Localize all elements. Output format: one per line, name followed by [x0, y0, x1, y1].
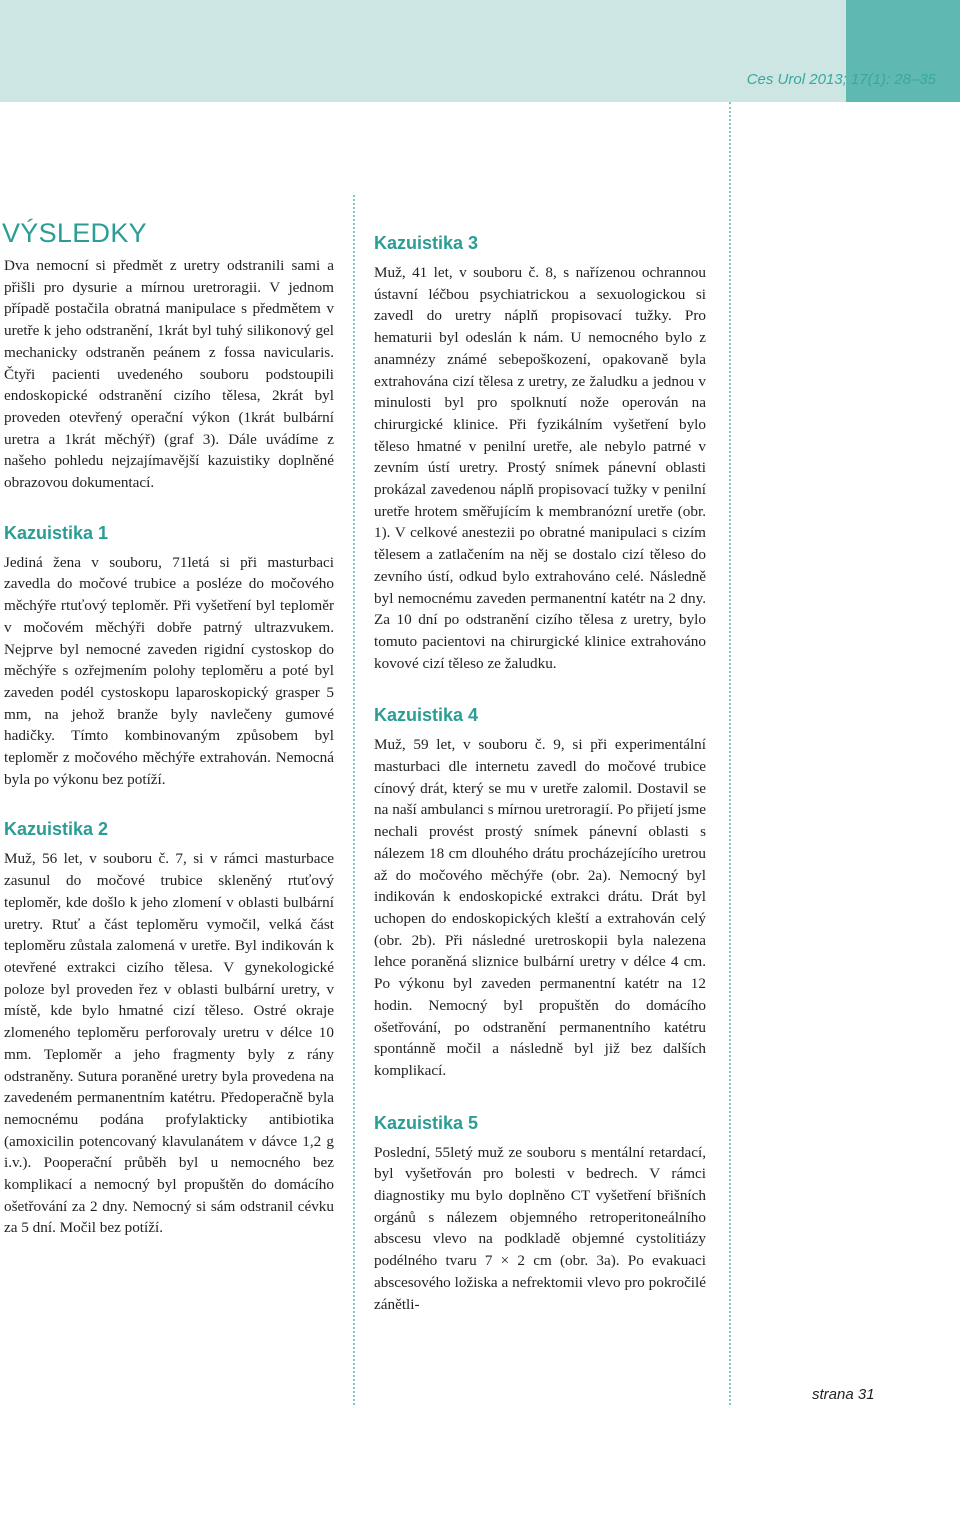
intro-paragraph: Dva nemocní si předmět z uretry odstranili sami a přišli pro dysurie a mírnou uretroragii. V jednom případě postačila obratná manipulace s předmětem v uretře k jeho odstranění, 1krát byl tuhý silikonový gel mechanicky odstraněn peánem z fossa navicularis. Čtyři pacienti uvedeného souboru podstoupili endoskopické odstranění cizího tělesa, 2krát byl proveden otevřený operační výkon (1krát bulbární uretra a 1krát měchýř) (graf 3). Dále uvádíme z našeho pohledu nejzajímavější kazuistiky doplněné obrazovou dokumentací.	[4, 257, 334, 492]
right-column	[374, 232, 706, 1315]
section-title: VÝSLEDKY	[2, 218, 147, 248]
page-number: strana 31	[812, 1386, 875, 1403]
case1-title: Kazuistika 1	[4, 522, 109, 543]
case5-title: Kazuistika 5	[374, 1112, 479, 1133]
column-divider	[353, 195, 355, 1405]
margin-divider	[729, 102, 731, 1405]
case2-paragraph: Muž, 56 let, v souboru č. 7, si v rámci masturbace zasunul do močové trubice skleněný rtuťový teploměr, kde došlo k jeho zlomení v oblasti bulbární uretry. Rtuť a část teploměru vymočil, velká část teploměru zůstala zalomená v uretře. Byl indikován k otevřené extrakci cizího tělesa. V gynekologické poloze byl proveden řez v oblasti bulbární uretry, v místě, kde bylo hmatné cizí těleso. Ostré okraje zlomeného teploměru perforovaly uretru v délce 10 mm. Teploměr a jeho fragmenty byly z rány odstraněny. Sutura poraněné uretry byla provedena na zavedeném permanentním katétru. Předoperačně byla nemocnému podána profylakticky antibiotika (amoxicilin potencovaný klavulanátem v dávce 1,2 g i.v.). Pooperační průběh byl u nemocného bez komplikací a nemocný byl propuštěn do domácího ošetřování za 2 dny. Nemocný si sám odstranil cévku za 5 dní. Močil bez potíží.	[4, 850, 334, 1237]
case5-paragraph: Poslední, 55letý muž ze souboru s mentální retardací, byl vyšetřován pro bolesti v bedrech. V rámci diagnostiky mu bylo doplněno CT vyšetření břišních orgánů s nálezem objemného retroperitoneálního abscesu vlevo na podkladě objemné cystolitiázy podélného tvaru 7 × 2 cm (obr. 3a). Po evakuaci abscesového ložiska a nefrektomii vlevo pro pokročilé zánětli-	[374, 1143, 706, 1313]
case4-title: Kazuistika 4	[374, 705, 479, 726]
journal-citation: Ces Urol 2013; 17(1): 28–35	[746, 71, 936, 88]
left-column	[4, 218, 334, 1239]
case2-title: Kazuistika 2	[4, 819, 109, 840]
case4-paragraph: Muž, 59 let, v souboru č. 9, si při experimentální masturbaci dle internetu zavedl do močové trubice cínový drát, který se mu v uretře zalomil. Dostavil se na naší ambulanci s mírnou uretroragií. Po přijetí jsme nechali provést prostý snímek pánevní oblasti s nálezem 18 cm dlouhého drátu procházejícího uretrou až do močového měchýře (obr. 2a). Nemocný byl indikován k endoskopické extrakci drátu. Drát byl uchopen do endoskopických kleští a extrahován celý (obr. 2b). Při následné uretroskopii byla nalezena lehce poraněná sliznice bulbární uretry v délce 4 cm. Po výkonu byl zaveden permanentní katétr na 12 hodin. Nemocný byl propuštěn do domácího ošetřování, po odstranění permanentního katétru spontánně močil a následně byl již bez dalších komplikací.	[374, 736, 706, 1079]
case3-title: Kazuistika 3	[374, 233, 479, 253]
case3-paragraph: Muž, 41 let, v souboru č. 8, s nařízenou ochrannou ústavní léčbou psychiatrickou a sexuologickou si zavedl do uretry náplň propisovací tužky. Pro hematurii byl odeslán k nám. U nemocného bylo z anamnézy známé sebepoškození, opakovaně byla extrahována cizí tělesa z uretry, ze žaludku a jednou v minulosti byl pro spolknutí nože operován na chirurgické klinice. Při fyzikálním vyšetření bylo těleso hmatné v penilní uretře, ale nebylo patrné v zevním ústí uretry. Prostý snímek pánevní oblasti prokázal zavedenou náplň propisovací tužky v penilní uretře hrotem směřujícím k membranózní uretře (obr. 1). V celkové anestezii po obratné manipulaci s cizím tělesem a zatlačením na něj se dostalo cizí těleso do zevního ústí, odkud bylo extrahováno celé. Následně byl nemocnému zaveden permanentní katétr na 2 dny. Za 10 dní po odstranění cizího tělesa z uretry, bylo tomuto pacientovi na chirurgické klinice extrahováno kovové cizí těleso ze žaludku.	[374, 264, 706, 672]
case1-paragraph: Jediná žena v souboru, 71letá si při masturbaci zavedla do močové trubice a posléze do močového měchýře rtuťový teploměr. Při vyšetření byl teploměr v močovém měchýři dobře patrný ultrazvukem. Nejprve byl nemocné zaveden rigidní cystoskop do měchýře s ozřejmením polohy teploměru a poté byl zaveden podél cystoskopu laparoskopický grasper 5 mm, na jehož branže byly navlečeny gumové hadičky. Tímto kombinovaným způsobem byl teploměr z močového měchýře extrahován. Nemocná byla po výkonu bez potíží.	[4, 553, 334, 788]
